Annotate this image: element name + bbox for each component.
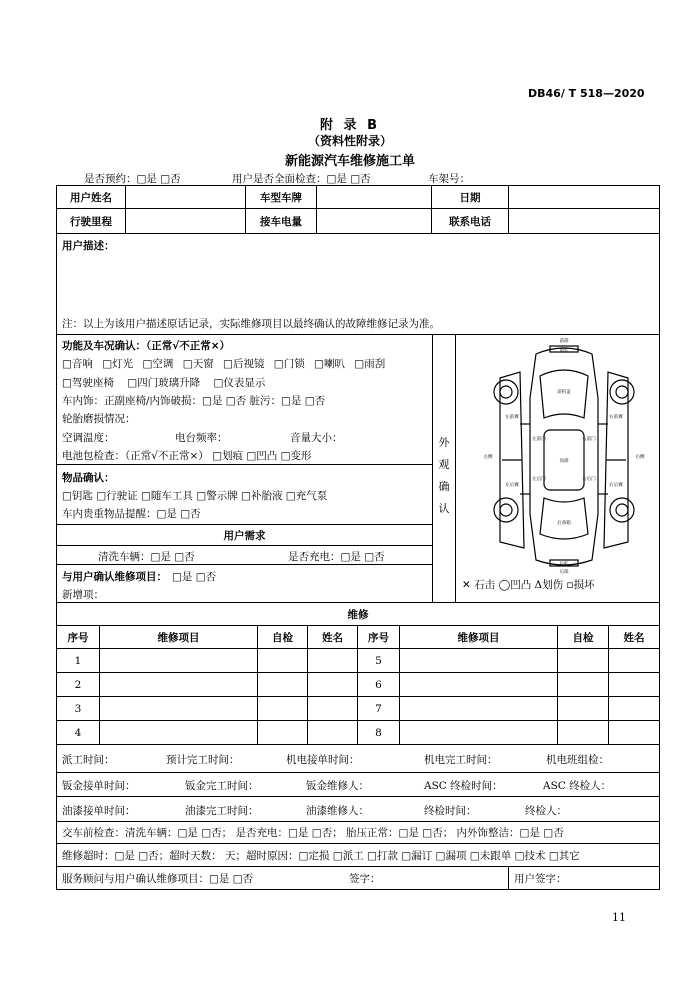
car-model-plate-label: 车型车牌 [245, 185, 317, 209]
row-seq: 6 [357, 672, 400, 697]
ac-temp-label: 空调温度： [62, 432, 115, 444]
diagram-label-trunk: 后备箱 [557, 521, 571, 526]
exterior-char-1: 外 [438, 436, 450, 449]
user-name-label: 用户姓名 [56, 185, 126, 209]
user-name-field[interactable] [125, 185, 246, 209]
selfcheck-cell[interactable] [557, 696, 609, 721]
repair-item-cell[interactable] [399, 696, 558, 721]
col-seq-right: 序号 [357, 625, 400, 649]
asc-check-time[interactable]: ASC 终检时间： [424, 780, 503, 792]
paint-finish-time[interactable]: 油漆完工时间： [185, 805, 259, 817]
repair-item-cell[interactable] [99, 648, 258, 673]
selfcheck-cell[interactable] [257, 720, 308, 745]
page-title: 新能源汽车维修施工单 [284, 154, 415, 169]
row-seq: 8 [357, 720, 400, 745]
name-cell[interactable] [608, 672, 660, 697]
name-cell[interactable] [608, 696, 660, 721]
tire-wear-label: 轮胎磨损情况： [62, 413, 136, 425]
page-number: 11 [612, 911, 626, 924]
selfcheck-cell[interactable] [257, 696, 308, 721]
date-label: 日期 [431, 185, 509, 209]
new-items-label: 新增项： [62, 589, 104, 601]
row-seq: 2 [56, 672, 100, 697]
row-seq: 7 [357, 696, 400, 721]
diagram-label-rf-fender: 右前翼 [609, 415, 623, 420]
exterior-char-4: 认 [438, 502, 450, 515]
volume-label: 音量大小： [290, 432, 343, 444]
diagram-label-rr-door: 右后门 [582, 477, 596, 482]
me-team-check[interactable]: 机电班组检： [546, 754, 609, 766]
dispatch-time[interactable]: 派工时间： [62, 754, 115, 766]
user-signature-label: 用户签字： [514, 873, 567, 885]
repair-item-cell[interactable] [99, 672, 258, 697]
paint-repairer[interactable]: 油漆维修人： [306, 805, 369, 817]
car-model-plate-field[interactable] [316, 185, 432, 209]
diagram-label-right: 右侧 [635, 455, 645, 460]
final-checker[interactable]: 终检人： [525, 805, 567, 817]
appointment-check: 是否预约：□是 □否 [84, 173, 181, 185]
confirm-repair-options[interactable]: □是 □否 [172, 571, 217, 583]
repair-item-cell[interactable] [99, 720, 258, 745]
repair-item-cell[interactable] [399, 672, 558, 697]
mileage-label: 行驶里程 [56, 208, 126, 234]
appendix-type: （资料性附录） [307, 134, 392, 148]
function-check-row2[interactable]: □驾驶座椅 □四门玻璃升降 □仪表显示 [62, 377, 266, 389]
asc-checker[interactable]: ASC 终检人： [543, 780, 612, 792]
diagram-label-rear: 后部 [559, 570, 569, 574]
sm-finish-time[interactable]: 钣金完工时间： [185, 780, 259, 792]
col-item-left: 维修项目 [99, 625, 258, 649]
diagram-label-lf-door: 左前门 [532, 437, 546, 442]
appendix-label: 附 录 B [320, 118, 380, 133]
valuables-reminder[interactable]: 车内贵重物品提醒：□是 □否 [62, 508, 201, 520]
col-name-left: 姓名 [307, 625, 358, 649]
advisor-signature-label: 签字： [349, 873, 381, 885]
diagram-label-roof: 顶部 [559, 459, 569, 464]
overtime-row[interactable]: 维修超时：□是 □否；超时天数： 天；超时原因：□定损 □派工 □打款 □漏订 □漏项 □未跟单 □技术 □其它 [56, 843, 660, 867]
diagram-label-lr-fender: 左后翼 [505, 483, 519, 488]
diagram-label-lf-fender: 左前翼 [505, 415, 519, 420]
name-cell[interactable] [307, 696, 358, 721]
exterior-char-3: 确 [438, 480, 450, 493]
repair-item-cell[interactable] [99, 696, 258, 721]
user-description-label: 用户描述： [62, 240, 115, 252]
diagram-label-lr-door: 左后门 [532, 477, 546, 482]
name-cell[interactable] [307, 720, 358, 745]
sm-accept-time[interactable]: 钣金接单时间： [62, 780, 136, 792]
selfcheck-cell[interactable] [257, 648, 308, 673]
items-check-row1[interactable]: □钥匙 □行驶证 □随车工具 □警示牌 □补胎液 □充气泵 [62, 490, 328, 502]
diagram-label-rear-bumper: 后杠 [559, 562, 569, 567]
final-check-time[interactable]: 终检时间： [424, 805, 477, 817]
damage-legend: ✕ 石击 ◯凹凸 Δ划伤 ▫损坏 [462, 579, 595, 591]
battery-level-label: 接车电量 [245, 208, 317, 234]
est-finish-time[interactable]: 预计完工时间： [166, 754, 240, 766]
name-cell[interactable] [307, 648, 358, 673]
charge-check[interactable]: 是否充电：□是 □否 [288, 551, 385, 563]
selfcheck-cell[interactable] [257, 672, 308, 697]
contact-phone-field[interactable] [508, 208, 660, 234]
repair-item-cell[interactable] [399, 720, 558, 745]
divider [56, 464, 433, 466]
me-finish-time[interactable]: 机电完工时间： [424, 754, 498, 766]
col-selfcheck-right: 自检 [557, 625, 609, 649]
wash-check[interactable]: 清洗车辆：□是 □否 [98, 551, 195, 563]
col-selfcheck-left: 自检 [257, 625, 308, 649]
sm-repairer[interactable]: 钣金维修人： [306, 780, 369, 792]
repair-section-title: 维修 [56, 602, 660, 626]
paint-accept-time[interactable]: 油漆接单时间： [62, 805, 136, 817]
battery-level-field[interactable] [316, 208, 432, 234]
items-check-title: 物品确认： [62, 472, 115, 484]
exterior-char-2: 观 [438, 458, 450, 471]
user-description-note: 注：以上为该用户描述原话记录，实际维修项目以最终确认的故障维修记录为准。 [62, 318, 440, 330]
advisor-confirm[interactable]: 服务顾问与用户确认维修项目：□是 □否 [62, 873, 254, 885]
interior-check[interactable]: 车内饰：正副座椅/内饰破损：□是 □否 脏污：□是 □否 [62, 395, 326, 407]
standard-code: DB46/ T 518—2020 [528, 87, 645, 100]
selfcheck-cell[interactable] [557, 672, 609, 697]
confirm-repair-title: 与用户确认维修项目： [62, 571, 167, 583]
selfcheck-cell[interactable] [557, 720, 609, 745]
col-name-right: 姓名 [608, 625, 660, 649]
pre-delivery-check[interactable]: 交车前检查：清洗车辆：□是 □否； 是否充电：□是 □否； 胎压正常：□是 □否； 内外饰整洁：□是 □否 [56, 821, 660, 844]
name-cell[interactable] [307, 672, 358, 697]
repair-item-cell[interactable] [399, 648, 558, 673]
diagram-label-front-bumper: 前杠 [559, 348, 569, 353]
row-seq: 4 [56, 720, 100, 745]
row-seq: 3 [56, 696, 100, 721]
me-accept-time[interactable]: 机电接单时间： [286, 754, 360, 766]
contact-phone-label: 联系电话 [431, 208, 509, 234]
function-check-row1[interactable]: □音响 □灯光 □空调 □天窗 □后视镜 □门锁 □喇叭 □雨刮 [62, 358, 386, 370]
car-exterior-diagram[interactable] [480, 338, 648, 574]
row-seq: 1 [56, 648, 100, 673]
name-cell[interactable] [608, 648, 660, 673]
diagram-label-rf-door: 右前门 [582, 437, 596, 442]
battery-check[interactable]: 电池包检查：（正常√不正常×） □划痕 □凹凸 □变形 [62, 450, 312, 462]
row-seq: 5 [357, 648, 400, 673]
name-cell[interactable] [608, 720, 660, 745]
diagram-label-hood: 前机盖 [557, 390, 571, 395]
col-item-right: 维修项目 [399, 625, 558, 649]
diagram-label-left: 左侧 [483, 455, 493, 460]
radio-freq-label: 电台频率： [175, 432, 228, 444]
full-inspection-check: 用户是否全面检查：□是 □否 [232, 173, 371, 185]
mileage-field[interactable] [125, 208, 246, 234]
user-needs-title: 用户需求 [56, 524, 433, 546]
col-seq-left: 序号 [56, 625, 100, 649]
date-field[interactable] [508, 185, 660, 209]
diagram-label-rr-fender: 右后翼 [609, 483, 623, 488]
vin-label: 车架号： [428, 173, 470, 185]
function-check-title: 功能及车况确认：（正常√不正常×） [62, 340, 231, 352]
selfcheck-cell[interactable] [557, 648, 609, 673]
diagram-label-front: 前部 [559, 339, 569, 344]
